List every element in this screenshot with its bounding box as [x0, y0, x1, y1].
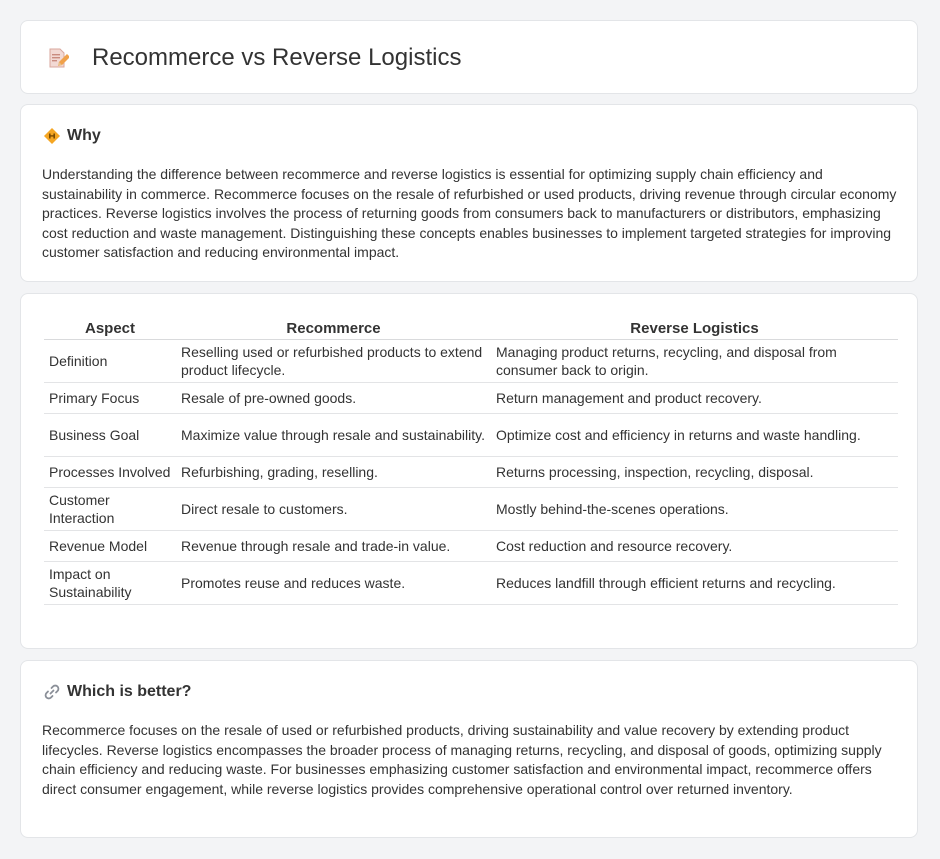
better-text: Recommerce focuses on the resale of used or refurbished products, driving sustainability and value recovery by extending product lifecycles. Reverse logistics encompasses the broader process of managing returns, recycling, and disposal of goods, optimizing supply chain efficiency and reducing waste. For businesses emphasizing customer satisfaction and environmental impact, recommerce offers direct consumer engagement, while reverse logistics provides comprehensive operational control over returned inventory.: [42, 722, 882, 797]
cell-recommerce: Refurbishing, grading, reselling.: [176, 457, 491, 488]
cell-reverse-logistics: Reduces landfill through efficient returns and recycling.: [491, 562, 898, 605]
cell-reverse-logistics: Managing product returns, recycling, and disposal from consumer back to origin.: [491, 340, 898, 383]
diamond-warning-icon: [43, 127, 61, 145]
table-row: [44, 562, 898, 605]
cell-recommerce: Reselling used or refurbished products to extend product lifecycle.: [176, 340, 491, 383]
better-heading: Which is better?: [67, 683, 192, 700]
why-text: Understanding the difference between recommerce and reverse logistics is essential for optimizing supply chain efficiency and sustainability in commerce. Recommerce focuses on the resale of refurbished or used products, driving revenue through circular economy practices. Reverse logistics involves the process of returning goods from consumers back to manufacturers or distributors, emphasizing cost reduction and waste management. Distinguishing these concepts enables businesses to implement targeted strategies for improving customer satisfaction and reducing environmental impact.: [42, 166, 897, 260]
cell-recommerce: Direct resale to customers.: [176, 488, 491, 531]
document-edit-icon: [47, 47, 69, 69]
table-row: [44, 340, 898, 383]
table-row: [44, 414, 898, 457]
cell-reverse-logistics: Optimize cost and efficiency in returns and waste handling.: [491, 414, 898, 457]
header-reverse-logistics: Reverse Logistics: [491, 316, 898, 340]
cell-aspect: Business Goal: [44, 414, 176, 457]
cell-reverse-logistics: Returns processing, inspection, recycling, disposal.: [491, 457, 898, 488]
comparison-section: [20, 293, 918, 649]
page-title: Recommerce vs Reverse Logistics: [92, 44, 462, 71]
table-row: [44, 488, 898, 531]
cell-aspect: Impact on Sustainability: [44, 562, 176, 605]
link-icon: [43, 683, 61, 701]
table-header-row: [44, 316, 898, 340]
cell-aspect: Revenue Model: [44, 531, 176, 562]
cell-recommerce: Maximize value through resale and sustainability.: [176, 414, 491, 457]
table-row: [44, 531, 898, 562]
why-section: [20, 104, 918, 282]
table-row: [44, 457, 898, 488]
header-card: [20, 20, 918, 94]
cell-recommerce: Promotes reuse and reduces waste.: [176, 562, 491, 605]
comparison-table: [44, 316, 898, 605]
cell-aspect: Definition: [44, 340, 176, 383]
cell-aspect: Processes Involved: [44, 457, 176, 488]
cell-recommerce: Revenue through resale and trade-in value.: [176, 531, 491, 562]
why-heading: Why: [67, 127, 101, 144]
header-aspect: Aspect: [44, 316, 176, 340]
cell-reverse-logistics: Cost reduction and resource recovery.: [491, 531, 898, 562]
which-is-better-section: [20, 660, 918, 838]
cell-reverse-logistics: Mostly behind-the-scenes operations.: [491, 488, 898, 531]
cell-reverse-logistics: Return management and product recovery.: [491, 383, 898, 414]
cell-aspect: Customer Interaction: [44, 488, 176, 531]
header-recommerce: Recommerce: [176, 316, 491, 340]
table-row: [44, 383, 898, 414]
cell-recommerce: Resale of pre-owned goods.: [176, 383, 491, 414]
cell-aspect: Primary Focus: [44, 383, 176, 414]
